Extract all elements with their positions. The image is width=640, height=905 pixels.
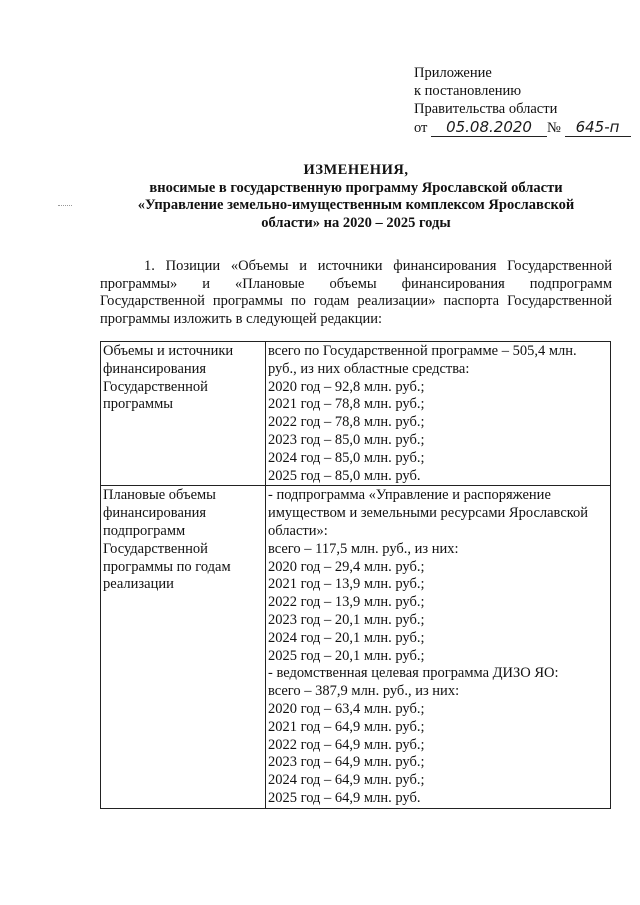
table-line: 2020 год – 29,4 млн. руб.; bbox=[268, 558, 425, 575]
table-line: всего – 117,5 млн. руб., из них: bbox=[268, 540, 459, 557]
table-row bbox=[101, 486, 611, 808]
table-line: 2021 год – 13,9 млн. руб.; bbox=[268, 576, 425, 593]
passport-table bbox=[100, 341, 611, 809]
table-line: 2021 год – 78,8 млн. руб.; bbox=[268, 396, 425, 413]
table-line: 2020 год – 92,8 млн. руб.; bbox=[268, 378, 425, 395]
appendix-line-1: Приложение bbox=[414, 65, 492, 81]
handwritten-date: 05.08.2020 bbox=[431, 118, 547, 137]
title-heading: ИЗМЕНЕНИЯ, bbox=[303, 162, 409, 178]
table-line: 2021 год – 64,9 млн. руб.; bbox=[268, 718, 425, 735]
table-line: всего – 387,9 млн. руб., из них: bbox=[268, 683, 460, 700]
intro-paragraph: 1. Позиции «Объемы и источники финансирования Государственной программы» и «Плановые объемы финансирования подпрограмм Государственной программы по годам реализации» паспорта Государственной программы изложить в следующей редакции: bbox=[100, 258, 612, 327]
appendix-line-2: к постановлению bbox=[414, 83, 522, 99]
title-line-3: «Управление земельно-имущественным комплексом Ярославской bbox=[137, 197, 575, 213]
table-line: 2023 год – 20,1 млн. руб.; bbox=[268, 611, 425, 628]
table-row bbox=[101, 342, 611, 486]
row2-content bbox=[266, 486, 611, 808]
row2-label: Плановые объемы финансирования подпрограмм Государственной программы по годам реализации bbox=[101, 486, 266, 808]
table-line: - ведомственная целевая программа ДИЗО ЯО: bbox=[268, 665, 559, 682]
from-label: от bbox=[414, 120, 428, 136]
document-title bbox=[100, 162, 612, 232]
title-line-2: вносимые в государственную программу Ярославской области bbox=[149, 179, 563, 196]
appendix-date-line bbox=[414, 118, 631, 137]
table-line: 2020 год – 63,4 млн. руб.; bbox=[268, 700, 425, 717]
table-line: - подпрограмма «Управление и распоряжение имуществом и земельными ресурсами Ярославской области»: bbox=[268, 487, 589, 539]
table-line: 2024 год – 85,0 млн. руб.; bbox=[268, 449, 425, 466]
table-line: 2025 год – 85,0 млн. руб. bbox=[268, 467, 421, 484]
row1-content bbox=[266, 342, 611, 486]
table-line: 2022 год – 13,9 млн. руб.; bbox=[268, 594, 425, 611]
table-line: всего по Государственной программе – 505,4 млн. руб., из них областные средства: bbox=[268, 343, 577, 377]
table-line: 2025 год – 20,1 млн. руб.; bbox=[268, 647, 425, 664]
table-line: 2025 год – 64,9 млн. руб. bbox=[268, 789, 421, 806]
number-label: № bbox=[547, 120, 561, 136]
table-line: 2022 год – 78,8 млн. руб.; bbox=[268, 414, 425, 431]
table-line: 2024 год – 64,9 млн. руб.; bbox=[268, 772, 425, 789]
table-line: 2022 год – 64,9 млн. руб.; bbox=[268, 736, 425, 753]
table-line: 2024 год – 20,1 млн. руб.; bbox=[268, 629, 425, 646]
appendix-line-3: Правительства области bbox=[414, 101, 558, 117]
handwritten-number: 645-п bbox=[565, 118, 631, 137]
title-line-4: области» на 2020 – 2025 годы bbox=[261, 214, 451, 231]
margin-mark bbox=[58, 205, 72, 214]
row1-label: Объемы и источники финансирования Государственной программы bbox=[101, 342, 266, 486]
table-line: 2023 год – 64,9 млн. руб.; bbox=[268, 754, 425, 771]
appendix-block bbox=[414, 64, 631, 137]
table-line: 2023 год – 85,0 млн. руб.; bbox=[268, 431, 425, 448]
